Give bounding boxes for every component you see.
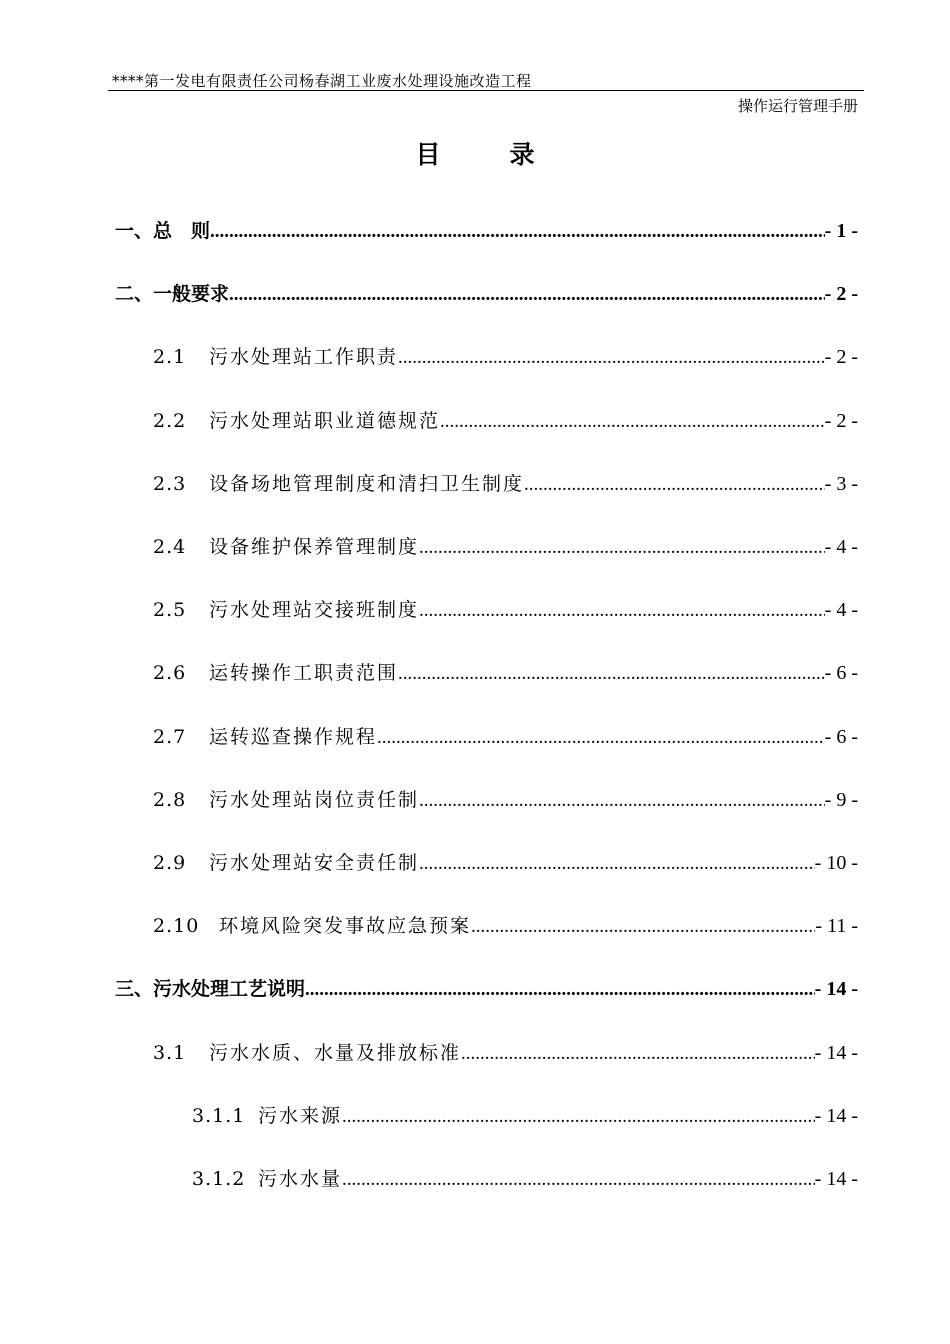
toc-leader-dots [419, 600, 825, 622]
toc-entry-number: 3.1.2 [192, 1168, 246, 1190]
toc-entry-label: 污水处理站安全责任制 [209, 852, 420, 874]
toc-entry-number: 2.3 [153, 473, 187, 495]
toc-leader-dots [419, 853, 815, 875]
toc-entry-number: 2.2 [153, 410, 187, 432]
page-header-subtitle: 操作运行管理手册 [737, 97, 858, 115]
toc-entry-page: - 14 - [814, 1105, 858, 1127]
toc-entry[interactable] [153, 595, 858, 623]
toc-entry[interactable] [153, 785, 858, 813]
toc-entry-number: 2.8 [153, 789, 187, 811]
toc-entry-page: - 14 - [814, 978, 858, 1000]
toc-entry-label: 一、总 则 [115, 220, 211, 242]
toc-entry-page: - 6 - [824, 726, 858, 748]
toc-entry[interactable] [115, 279, 858, 307]
toc-leader-dots [419, 537, 825, 559]
toc-entry[interactable] [153, 469, 858, 497]
toc-entry[interactable] [115, 216, 858, 244]
toc-leader-dots [342, 1106, 815, 1128]
toc-entry-label: 环境风险突发事故应急预案 [219, 915, 472, 937]
toc-entry-label: 污水处理站职业道德规范 [209, 410, 441, 432]
toc-entry-label: 污水来源 [258, 1105, 343, 1127]
toc-entry-label: 二、一般要求 [115, 283, 230, 305]
toc-entry-label: 污水处理站工作职责 [209, 346, 399, 368]
toc-entry-label: 污水处理站交接班制度 [209, 599, 420, 621]
toc-entry-label: 运转操作工职责范围 [209, 662, 399, 684]
toc-entry[interactable] [153, 911, 858, 939]
toc-leader-dots [419, 790, 825, 812]
toc-entry[interactable] [192, 1164, 858, 1192]
toc-entry-number: 2.10 [153, 915, 200, 937]
toc-leader-dots [440, 411, 825, 433]
toc-entry-page: - 3 - [824, 473, 858, 495]
toc-entry-number: 3.1.1 [192, 1105, 246, 1127]
toc-entry[interactable] [153, 848, 858, 876]
toc-leader-dots [471, 916, 815, 938]
toc-entry-number: 2.4 [153, 536, 187, 558]
toc-entry-page: - 10 - [814, 852, 858, 874]
toc-entry-page: - 4 - [824, 536, 858, 558]
toc-heading: 目 录 [415, 140, 557, 169]
toc-leader-dots [210, 221, 825, 243]
toc-leader-dots [229, 284, 825, 306]
toc-leader-dots [398, 347, 825, 369]
toc-entry-label: 污水水质、水量及排放标准 [209, 1042, 462, 1064]
toc-leader-dots [524, 474, 825, 496]
toc-entry-page: - 2 - [824, 283, 858, 305]
toc-entry-label: 设备场地管理制度和清扫卫生制度 [209, 473, 525, 495]
toc-entry-page: - 14 - [814, 1042, 858, 1064]
toc-leader-dots [305, 979, 815, 1001]
toc-entry-page: - 2 - [824, 410, 858, 432]
toc-entry-number: 2.1 [153, 346, 187, 368]
toc-entry[interactable] [153, 342, 858, 370]
toc-leader-dots [461, 1043, 815, 1065]
toc-entry[interactable] [153, 722, 858, 750]
page-header-title: ****第一发电有限责任公司杨春湖工业废水处理设施改造工程 [112, 72, 532, 90]
toc-entry[interactable] [153, 658, 858, 686]
toc-entry-page: - 1 - [824, 220, 858, 242]
toc-entry-label: 污水水量 [258, 1168, 343, 1190]
toc-entry-page: - 11 - [815, 915, 858, 937]
toc-leader-dots [398, 663, 825, 685]
toc-entry-label: 污水处理站岗位责任制 [209, 789, 420, 811]
toc-entry[interactable] [115, 974, 858, 1002]
toc-entry-number: 2.7 [153, 726, 187, 748]
toc-entry-page: - 6 - [824, 662, 858, 684]
header-rule [108, 90, 864, 91]
toc-entry-page: - 14 - [814, 1168, 858, 1190]
toc-entry[interactable] [153, 406, 858, 434]
toc-leader-dots [342, 1169, 815, 1191]
toc-leader-dots [377, 727, 825, 749]
toc-entry-label: 三、污水处理工艺说明 [115, 978, 306, 1000]
toc-entry-label: 运转巡查操作规程 [209, 726, 378, 748]
toc-entry-label: 设备维护保养管理制度 [209, 536, 420, 558]
toc-entry[interactable] [192, 1101, 858, 1129]
toc-entry[interactable] [153, 532, 858, 560]
toc-entry-page: - 4 - [824, 599, 858, 621]
toc-entry-page: - 2 - [824, 346, 858, 368]
toc-entry[interactable] [153, 1038, 858, 1066]
toc-entry-number: 2.6 [153, 662, 187, 684]
toc-entry-number: 3.1 [153, 1042, 187, 1064]
toc-entry-number: 2.9 [153, 852, 187, 874]
toc-entry-number: 2.5 [153, 599, 187, 621]
toc-entry-page: - 9 - [824, 789, 858, 811]
